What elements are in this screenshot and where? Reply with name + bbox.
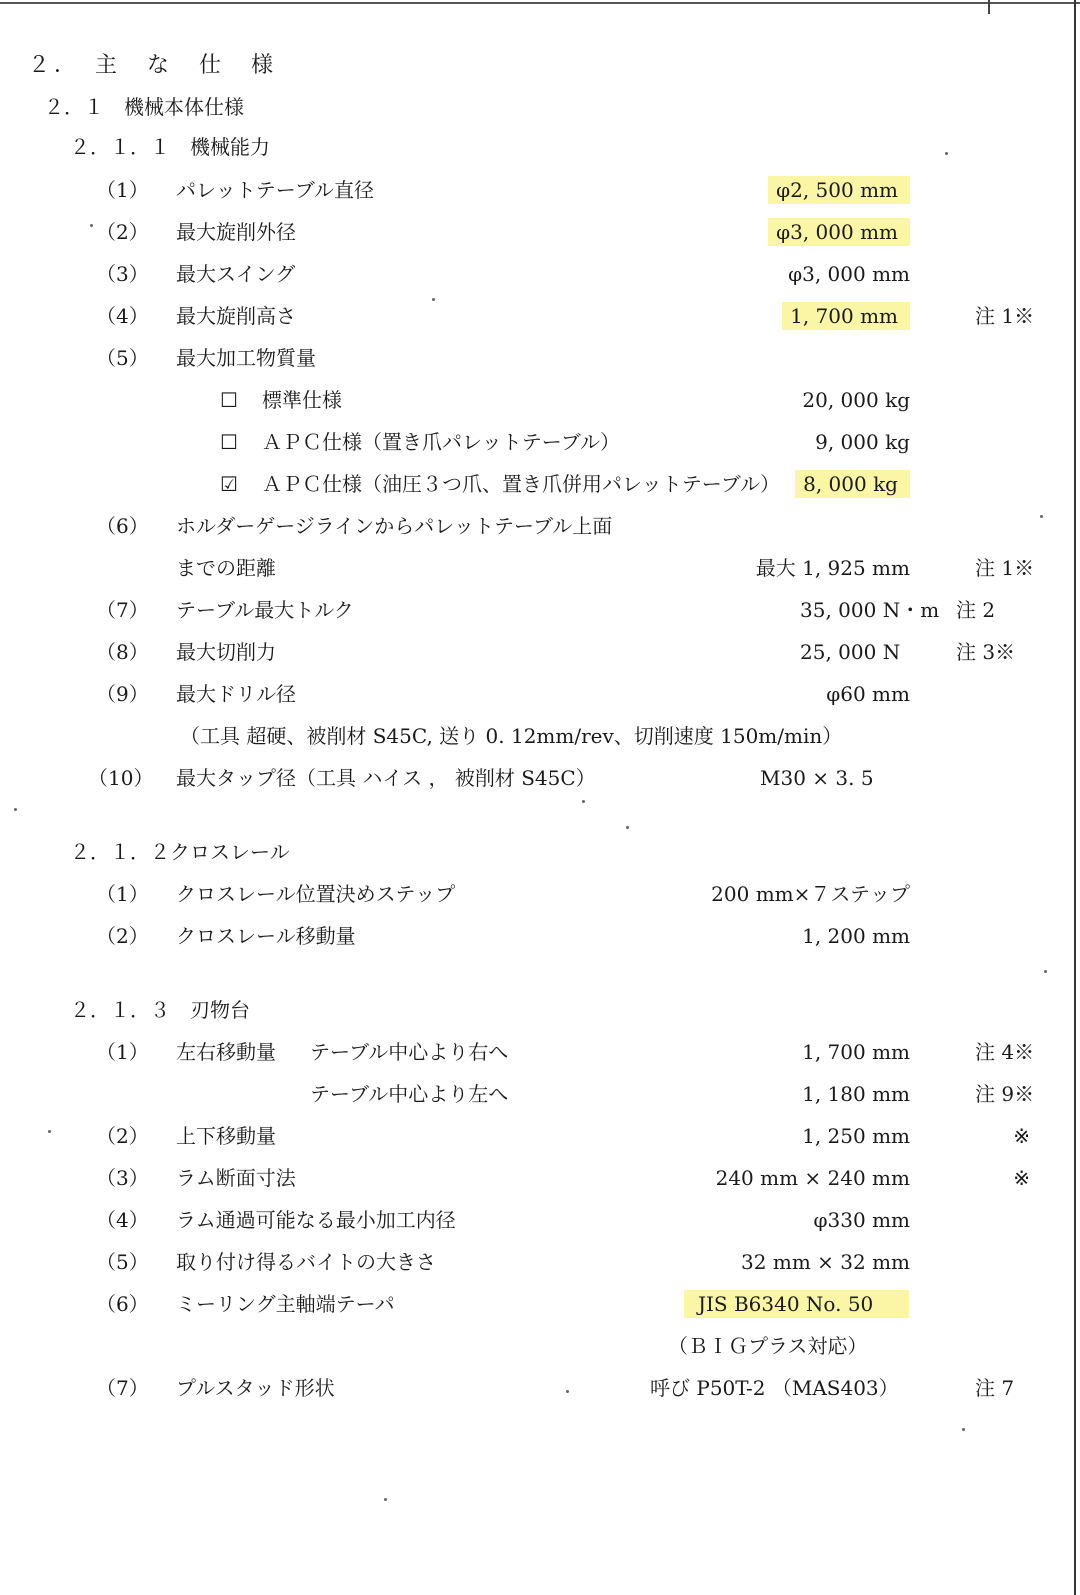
item-note: ※: [1013, 1166, 1030, 1190]
item-number: （4）: [96, 1208, 149, 1232]
spec-row: [0, 1116, 1080, 1156]
item-label: 最大旋削高さ: [176, 304, 296, 328]
scan-speck: [962, 1428, 965, 1431]
item-label: 最大タップ径（工具 ハイス ， 被削材 S45C）: [176, 766, 596, 790]
item-number: （1）: [96, 1040, 149, 1064]
section-title-2-1: ２．１ 機械本体仕様: [44, 95, 244, 119]
spec-row: [0, 1200, 1080, 1240]
scan-speck: [582, 800, 585, 803]
spec-row: [0, 1368, 1080, 1408]
item-label-continued: までの距離: [176, 556, 276, 580]
scan-speck: [566, 1390, 569, 1393]
item-label: パレットテーブル直径: [176, 178, 374, 202]
scan-speck: [384, 1498, 387, 1501]
checkbox-icon[interactable]: ☐: [220, 388, 238, 412]
scan-speck: [432, 298, 435, 301]
item-value: φ330 mm: [813, 1208, 910, 1232]
item-number: （7）: [96, 1376, 149, 1400]
item-label: 上下移動量: [176, 1124, 276, 1148]
item-value-highlighted: φ3, 000 mm: [768, 218, 910, 246]
mass-option-label: ＡＰＣ仕様（置き爪パレットテーブル）: [262, 430, 620, 454]
item-label: 最大スイング: [176, 262, 296, 286]
spec-row: [0, 1032, 1080, 1072]
heading-3: [0, 990, 1080, 1030]
item-value: 240 mm × 240 mm: [715, 1166, 910, 1190]
checkbox-icon[interactable]: ☐: [220, 430, 238, 454]
scan-speck: [626, 826, 629, 829]
spec-row: [0, 758, 1080, 798]
spec-row: [0, 1158, 1080, 1198]
spec-row: [0, 506, 1080, 546]
checked-checkbox-icon[interactable]: ☑: [220, 472, 238, 496]
item-number: （2）: [96, 924, 149, 948]
spec-row: [0, 632, 1080, 672]
item-note: 注 1※: [975, 556, 1035, 580]
spec-row: [0, 1326, 1080, 1366]
item-number: （1）: [96, 882, 149, 906]
scan-speck: [1044, 970, 1047, 973]
item-value-subnote: （ＢＩＧプラス対応）: [668, 1334, 868, 1358]
spec-row: [0, 590, 1080, 630]
top-right-border: [988, 0, 1080, 14]
item-note: 注 4※: [975, 1040, 1035, 1064]
item-sublabel: テーブル中心より右へ: [310, 1040, 509, 1064]
item-value: 1, 250 mm: [802, 1124, 910, 1148]
mass-option-value: 20, 000 kg: [802, 388, 910, 412]
item-number: （10）: [88, 766, 154, 790]
item-number: （1）: [96, 178, 149, 202]
item-label: ホルダーゲージラインからパレットテーブル上面: [176, 514, 613, 538]
item-value: 1, 200 mm: [802, 924, 910, 948]
heading-3: [0, 832, 1080, 872]
mass-option-value-highlighted: 8, 000 kg: [795, 470, 910, 498]
spec-row: [0, 212, 1080, 252]
mass-option-row: [0, 422, 1080, 462]
item-sublabel: テーブル中心より左へ: [310, 1082, 509, 1106]
item-value: φ3, 000 mm: [788, 262, 910, 286]
item-label: クロスレール移動量: [176, 924, 356, 948]
item-note: 注 1※: [975, 304, 1035, 328]
item-value: 35, 000 N・m: [800, 598, 940, 622]
item-number: （5）: [96, 346, 149, 370]
item-label: 最大切削力: [176, 640, 276, 664]
item-value: φ60 mm: [826, 682, 910, 706]
item-value: 32 mm × 32 mm: [741, 1250, 910, 1274]
spec-row: [0, 1074, 1080, 1114]
item-label: テーブル最大トルク: [176, 598, 354, 622]
spec-row: [0, 1284, 1080, 1324]
item-number: （2）: [96, 220, 149, 244]
item-label: 最大ドリル径: [176, 682, 296, 706]
item-number: （7）: [96, 598, 149, 622]
item-number: （3）: [96, 1166, 149, 1190]
section-title-2-1-1: ２．１．１ 機械能力: [70, 135, 270, 159]
drill-condition-note: （工具 超硬、被削材 S45C, 送り 0. 12mm/rev、切削速度 150m/min）: [180, 724, 843, 748]
spec-row: [0, 874, 1080, 914]
item-value: 25, 000 N: [800, 640, 901, 664]
section-title-2-1-3: ２．１．３ 刃物台: [70, 998, 250, 1022]
item-note: ※: [1013, 1124, 1030, 1148]
item-number: （3）: [96, 262, 149, 286]
spec-row: [0, 1242, 1080, 1282]
spec-row: [0, 254, 1080, 294]
item-number: （6）: [96, 514, 149, 538]
spec-row: [0, 548, 1080, 588]
item-value: 最大 1, 925 mm: [755, 556, 910, 580]
item-value-highlighted: JIS B6340 No. 50: [684, 1290, 909, 1318]
spec-row-note: [0, 716, 1080, 756]
item-note: 注 2: [956, 598, 996, 622]
item-number: （4）: [96, 304, 149, 328]
item-number: （2）: [96, 1124, 149, 1148]
item-value: 呼び P50T-2 （MAS403）: [650, 1376, 899, 1400]
item-value: 1, 180 mm: [802, 1082, 910, 1106]
heading-3: [0, 127, 1080, 167]
mass-option-row: [0, 380, 1080, 420]
mass-option-row: [0, 464, 1080, 504]
item-number: （8）: [96, 640, 149, 664]
scan-speck: [90, 224, 93, 227]
item-value-highlighted: 1, 700 mm: [782, 302, 910, 330]
mass-option-label: 標準仕様: [262, 388, 342, 412]
item-number: （6）: [96, 1292, 149, 1316]
item-label: クロスレール位置決めステップ: [176, 882, 456, 906]
mass-option-value: 9, 000 kg: [815, 430, 910, 454]
item-number: （5）: [96, 1250, 149, 1274]
item-value-highlighted: φ2, 500 mm: [768, 176, 910, 204]
top-border-line: [0, 2, 1080, 4]
item-label: ラム通過可能なる最小加工内径: [176, 1208, 456, 1232]
item-label: 取り付け得るバイトの大きさ: [176, 1250, 436, 1274]
section-title-2: ２． 主 な 仕 様: [28, 53, 278, 78]
scan-speck: [945, 152, 948, 155]
spec-row: [0, 674, 1080, 714]
item-note: 注 9※: [975, 1082, 1035, 1106]
item-label: 左右移動量: [176, 1040, 276, 1064]
mass-option-label: ＡＰＣ仕様（油圧３つ爪、置き爪併用パレットテーブル）: [262, 472, 780, 496]
heading-2: [0, 87, 1080, 127]
item-value: 1, 700 mm: [802, 1040, 910, 1064]
spec-row: [0, 296, 1080, 336]
heading-1: [0, 46, 1080, 86]
item-value: 200 mm×７ステップ: [711, 882, 910, 906]
spec-row: [0, 170, 1080, 210]
section-title-2-1-2: ２．１．２クロスレール: [70, 840, 290, 864]
item-note: 注 7: [975, 1376, 1015, 1400]
item-number: （9）: [96, 682, 149, 706]
item-label: 最大旋削外径: [176, 220, 296, 244]
item-value: M30 × 3. 5: [760, 766, 874, 790]
item-label: ミーリング主軸端テーパ: [176, 1292, 395, 1316]
scan-speck: [1040, 515, 1043, 518]
item-label: 最大加工物質量: [176, 346, 316, 370]
scan-speck: [48, 1130, 51, 1133]
item-label: プルスタッド形状: [176, 1376, 335, 1400]
scan-speck: [14, 808, 17, 811]
item-label: ラム断面寸法: [176, 1166, 296, 1190]
spec-row: [0, 916, 1080, 956]
spec-row: [0, 338, 1080, 378]
item-note: 注 3※: [956, 640, 1016, 664]
